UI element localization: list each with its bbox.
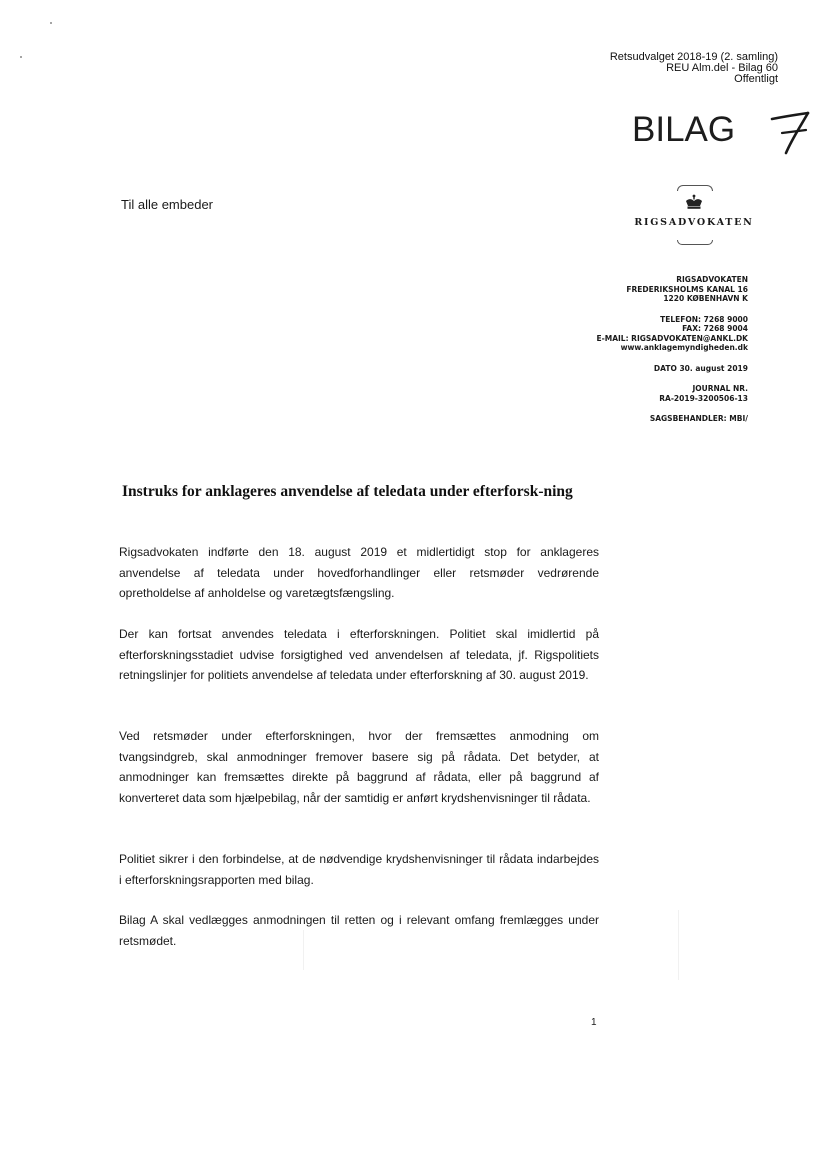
document-heading: Instruks for anklageres anvendelse af teledata under efterforsk-ning [122, 483, 573, 500]
contact-web: www.anklagemyndigheden.dk [620, 343, 748, 352]
sender-address [597, 275, 749, 304]
logo-name: RIGSADVOKATEN [634, 217, 754, 228]
sender-info [597, 275, 749, 424]
address-street: FREDERIKSHOLMS KANAL 16 [626, 284, 748, 294]
page-number: 1 [591, 1017, 597, 1028]
stamp-status: Offentligt [734, 73, 778, 85]
body-paragraph: Rigsadvokaten indførte den 18. august 2019 et midlertidigt stop for anklageres anvendelse af teledata under hovedforhandlinger eller retsmøder vedrørende opretholdelse af anholdelse og varetægtsfængsling. [119, 545, 599, 600]
journal-number: RA-2019-3200506-13 [659, 393, 748, 403]
contact-phone: TELEFON: 7268 9000 [660, 314, 748, 324]
journal-label: JOURNAL NR. [692, 384, 748, 393]
logo-top-rule [677, 185, 713, 191]
scan-speck [20, 56, 22, 58]
address-name: RIGSADVOKATEN [676, 275, 748, 284]
scan-speck [50, 22, 52, 24]
body-paragraph: Bilag A skal vedlægges anmodningen til retten og i relevant omfang fremlægges under retsmødet. [119, 913, 599, 948]
scan-artifact [678, 910, 679, 980]
handwritten-number-text: 7 [768, 107, 769, 108]
letterhead-logo [630, 182, 758, 252]
contact-fax: FAX: 7268 9004 [682, 324, 748, 333]
stamp-committee: Retsudvalget 2018-19 (2. samling) [609, 51, 778, 63]
letter-date: DATO 30. august 2019 [653, 363, 748, 373]
journal-info [597, 384, 749, 403]
document-stamp [610, 52, 778, 85]
contact-email: E-MAIL: RIGSADVOKATEN@ANKL.DK [596, 333, 748, 343]
stamp-reference: REU Alm.del - Bilag 60 [666, 62, 778, 74]
body-paragraph: Ved retsmøder under efterforskningen, hvor der fremsættes anmodning om tvangsindgreb, skal anmodninger fremover basere sig på rådata. Det betyder, at anmodninger kan fremsættes direkte på baggrund af rådata, eller på baggrund af konverteret data som hjælpebilag, når der samtidig er anført krydshenvisninger til rådata. [119, 729, 599, 805]
logo-bottom-rule [677, 240, 713, 245]
crown-icon [684, 194, 704, 210]
recipient-line: Til alle embeder [121, 197, 214, 212]
case-handler: SAGSBEHANDLER: MBI/ [649, 414, 748, 423]
body-paragraph: Politiet sikrer i den forbindelse, at de nødvendige krydshenvisninger til rådata indarbejdes i efterforskningsrapporten med bilag. [119, 852, 599, 887]
bilag-label: BILAG [632, 110, 736, 149]
body-paragraph: Der kan fortsat anvendes teledata i efterforskningen. Politiet skal imidlertid på efterforskningsstadiet udvise forsigtighed ved anvendelsen af teledata, jf. Rigspolitiets retningslinjer for politiets anvendelse af teledata under efterforskning af 30. august 2019. [119, 627, 599, 682]
handwritten-number [768, 107, 814, 157]
address-city: 1220 KØBENHAVN K [663, 294, 748, 303]
sender-contact [597, 315, 749, 353]
